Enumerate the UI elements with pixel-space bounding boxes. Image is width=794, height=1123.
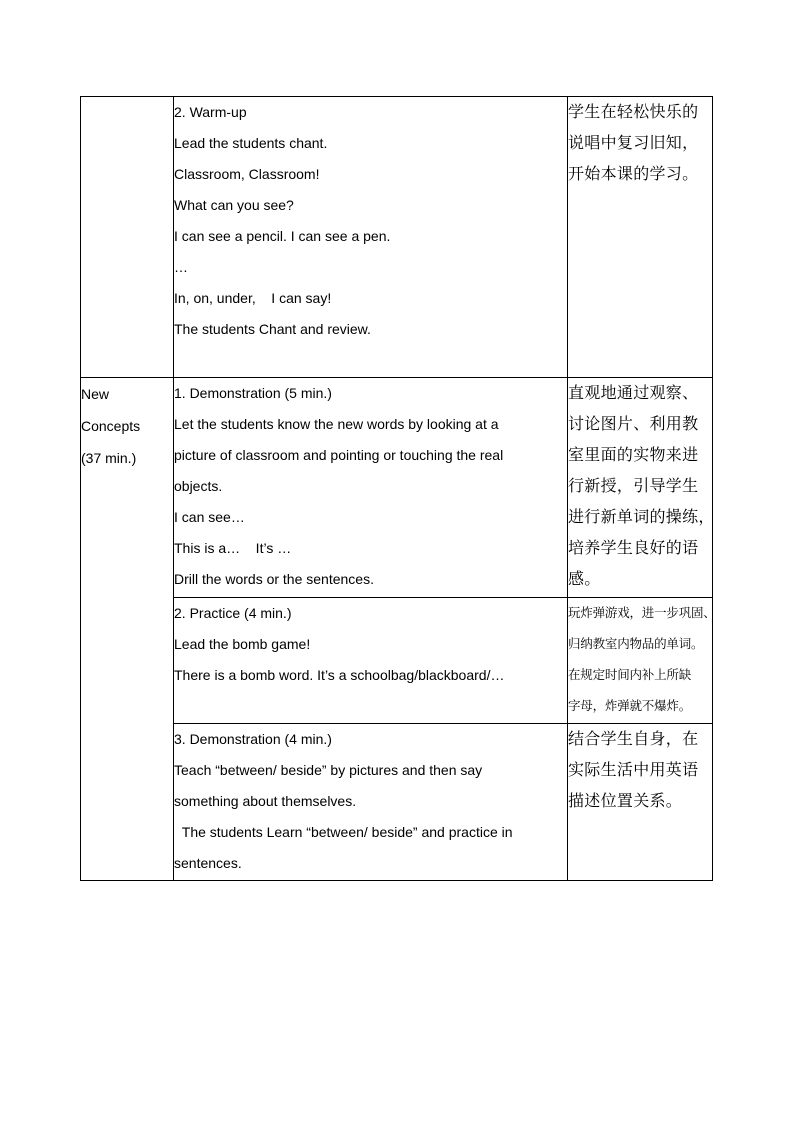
- demo3-step: sentences.: [174, 855, 242, 871]
- demo1-purpose-line: 行新授，引导学生: [568, 478, 699, 495]
- practice-purpose-line: 归纳教室内物品的单词。: [568, 637, 704, 651]
- demo1-step: 1. Demonstration (5 min.): [174, 385, 332, 401]
- demo1-step: objects.: [174, 478, 223, 494]
- demo1-purpose-line: 讨论图片、利用教: [568, 416, 699, 433]
- warmup-row: [81, 97, 713, 378]
- warmup-purpose-line: 学生在轻松快乐的: [568, 104, 699, 121]
- practice-step: 2. Practice (4 min.): [174, 605, 292, 621]
- demo3-purpose-line: 实际生活中用英语: [568, 762, 699, 779]
- demo3-purpose-cell: [568, 724, 713, 881]
- warmup-step: In, on, under, I can say!: [174, 290, 332, 306]
- stage-label-line: (37 min.): [81, 450, 137, 466]
- demo3-purpose-line: 描述位置关系。: [568, 793, 683, 810]
- warmup-purpose-line: 说唱中复习旧知，: [568, 135, 699, 152]
- warmup-step: The students Chant and review.: [174, 321, 371, 337]
- warmup-step: 2. Warm-up: [174, 104, 247, 120]
- demo1-purpose-line: 感。: [568, 571, 601, 588]
- demo1-step: Let the students know the new words by looking at a: [174, 416, 499, 432]
- demo3-steps-cell: [174, 724, 568, 881]
- practice-purpose-line: 字母，炸弹就不爆炸。: [568, 699, 692, 713]
- demo1-step: This is a… It’s …: [174, 540, 292, 556]
- warmup-step: What can you see?: [174, 197, 294, 213]
- demo1-step: picture of classroom and pointing or touching the real: [174, 447, 504, 463]
- practice-step: Lead the bomb game!: [174, 636, 311, 652]
- warmup-steps-cell: [174, 97, 568, 378]
- practice-steps-cell: [174, 598, 568, 724]
- demo1-purpose-line: 进行新单词的操练，: [568, 509, 715, 526]
- demo1-step: I can see…: [174, 509, 245, 525]
- demo1-row: [81, 378, 713, 598]
- warmup-step: Classroom, Classroom!: [174, 166, 320, 182]
- stage-label-line: New: [81, 386, 110, 402]
- practice-purpose-line: 玩炸弹游戏，进一步巩固、: [568, 606, 716, 620]
- warmup-step: …: [174, 259, 188, 275]
- demo3-purpose-line: 结合学生自身，在: [568, 731, 699, 748]
- demo1-purpose-line: 室里面的实物来进: [568, 447, 699, 464]
- warmup-stage-cell: [81, 97, 174, 378]
- practice-step: There is a bomb word. It’s a schoolbag/blackboard/…: [174, 667, 505, 683]
- demo3-step: 3. Demonstration (4 min.): [174, 731, 332, 747]
- practice-purpose-line: 在规定时间内补上所缺: [568, 668, 692, 682]
- demo1-purpose-cell: [568, 378, 713, 598]
- practice-row: [81, 598, 713, 724]
- practice-purpose-cell: [568, 598, 716, 724]
- demo3-row: [81, 724, 713, 881]
- new-concepts-stage-cell: [81, 378, 174, 881]
- lesson-plan-table: [80, 96, 716, 881]
- warmup-purpose-line: 开始本课的学习。: [568, 166, 699, 183]
- demo1-purpose-line: 直观地通过观察、: [568, 385, 699, 402]
- demo3-step: something about themselves.: [174, 793, 357, 809]
- warmup-step: I can see a pencil. I can see a pen.: [174, 228, 391, 244]
- stage-label-line: Concepts: [81, 418, 141, 434]
- warmup-purpose-cell: [568, 97, 713, 378]
- demo3-step: Teach “between/ beside” by pictures and then say: [174, 762, 483, 778]
- demo1-steps-cell: [174, 378, 568, 598]
- demo1-step: Drill the words or the sentences.: [174, 571, 374, 587]
- warmup-step: Lead the students chant.: [174, 135, 328, 151]
- demo3-step: The students Learn “between/ beside” and practice in: [174, 824, 513, 840]
- demo1-purpose-line: 培养学生良好的语: [568, 540, 699, 557]
